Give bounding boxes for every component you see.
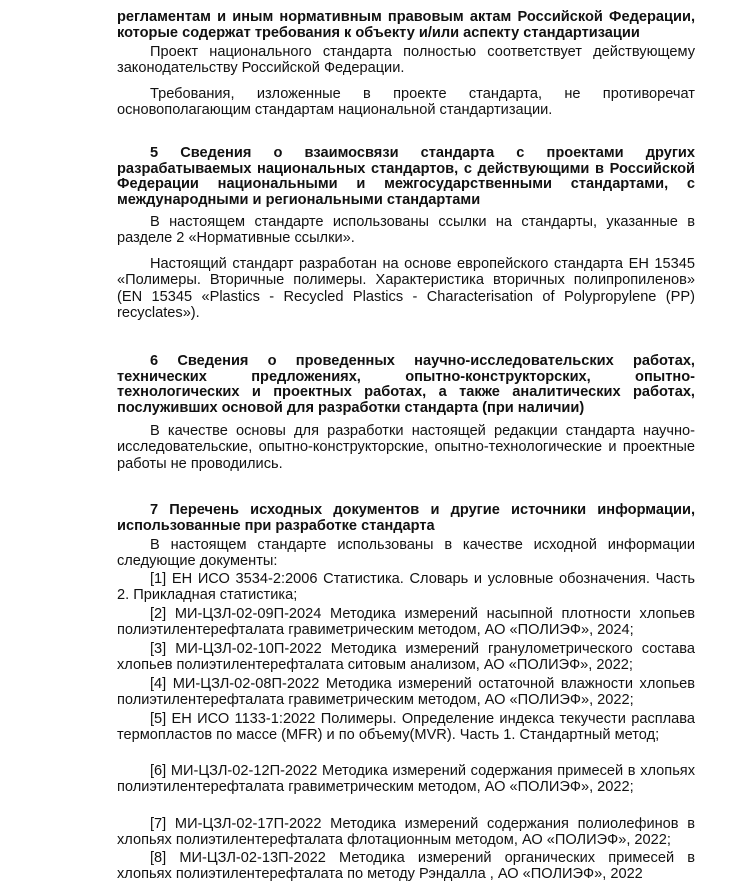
section-6-paragraph-1: В качестве основы для разработки настоящей редакции стандарта научно-исследовательские, опытно-конструкторские, опытно-технологические и проектные работы не проводились. [117, 423, 695, 472]
intro-bold-tail: регламентам и иным нормативным правовым актам Российской Федерации, которые содержат требования к объекту и/или аспекту стандартизации [117, 9, 695, 41]
reference-item: [1] ЕН ИСО 3534-2:2006 Статистика. Словарь и условные обозначения. Часть 2. Прикладная статистика; [117, 571, 695, 603]
section-5-paragraph-1: В настоящем стандарте использованы ссылки на стандарты, указанные в разделе 2 «Нормативные ссылки». [117, 214, 695, 247]
reference-item: [3] МИ-ЦЗЛ-02-10П-2022 Методика измерений гранулометрического состава хлопьев полиэтилентерефталата ситовым анализом, АО «ПОЛИЭФ», 2022; [117, 641, 695, 673]
reference-item: [6] МИ-ЦЗЛ-02-12П-2022 Методика измерений содержания примесей в хлопьях полиэтилентерефталата гравиметрическим методом, АО «ПОЛИЭФ», 2022; [117, 763, 695, 795]
section-7-heading: 7 Перечень исходных документов и другие источники информации, использованные при разработке стандарта [117, 502, 695, 534]
section-7-intro: В настоящем стандарте использованы в качестве исходной информации следующие документы: [117, 537, 695, 569]
reference-item: [4] МИ-ЦЗЛ-02-08П-2022 Методика измерений остаточной влажности хлопьев полиэтилентерефталата гравиметрическим методом, АО «ПОЛИЭФ», 2022; [117, 676, 695, 708]
section-5-paragraph-2: Настоящий стандарт разработан на основе европейского стандарта ЕН 15345 «Полимеры. Вторичные полимеры. Характеристика вторичных полипропиленов» (EN 15345 «Plastics - Recycled Plastics - Characterisation of Polypropylene (PP) recyclates»). [117, 256, 695, 322]
section-5-heading: 5 Сведения о взаимосвязи стандарта с проектами других разрабатываемых национальных стандартов, с действующими в Российской Федерации национальными и межгосударственными стандартами, с международными и региональными стандартами [117, 145, 695, 208]
section-6-heading: 6 Сведения о проведенных научно-исследовательских работах, технических предложениях, опытно-конструкторских, опытно-технологических и проектных работах, а также аналитических работах, послуживших основой для разработки стандарта (при наличии) [117, 353, 695, 416]
reference-item: [7] МИ-ЦЗЛ-02-17П-2022 Методика измерений содержания полиолефинов в хлопьях полиэтилентерефталата флотационным методом, АО «ПОЛИЭФ», 2022; [117, 816, 695, 848]
intro-paragraph-2: Требования, изложенные в проекте стандарта, не противоречат основополагающим стандартам национальной стандартизации. [117, 86, 695, 119]
intro-paragraph-1: Проект национального стандарта полностью соответствует действующему законодательству Российской Федерации. [117, 44, 695, 77]
reference-item: [5] ЕН ИСО 1133-1:2022 Полимеры. Определение индекса текучести расплава термопластов по массе (MFR) и по объему(MVR). Часть 1. Стандартный метод; [117, 711, 695, 743]
reference-item: [2] МИ-ЦЗЛ-02-09П-2024 Методика измерений насыпной плотности хлопьев полиэтилентерефталата гравиметрическим методом, АО «ПОЛИЭФ», 2024; [117, 606, 695, 638]
reference-item: [8] МИ-ЦЗЛ-02-13П-2022 Методика измерений органических примесей в хлопьях полиэтилентерефталата по методу Рэндалла , АО «ПОЛИЭФ», 2022 [117, 850, 695, 882]
